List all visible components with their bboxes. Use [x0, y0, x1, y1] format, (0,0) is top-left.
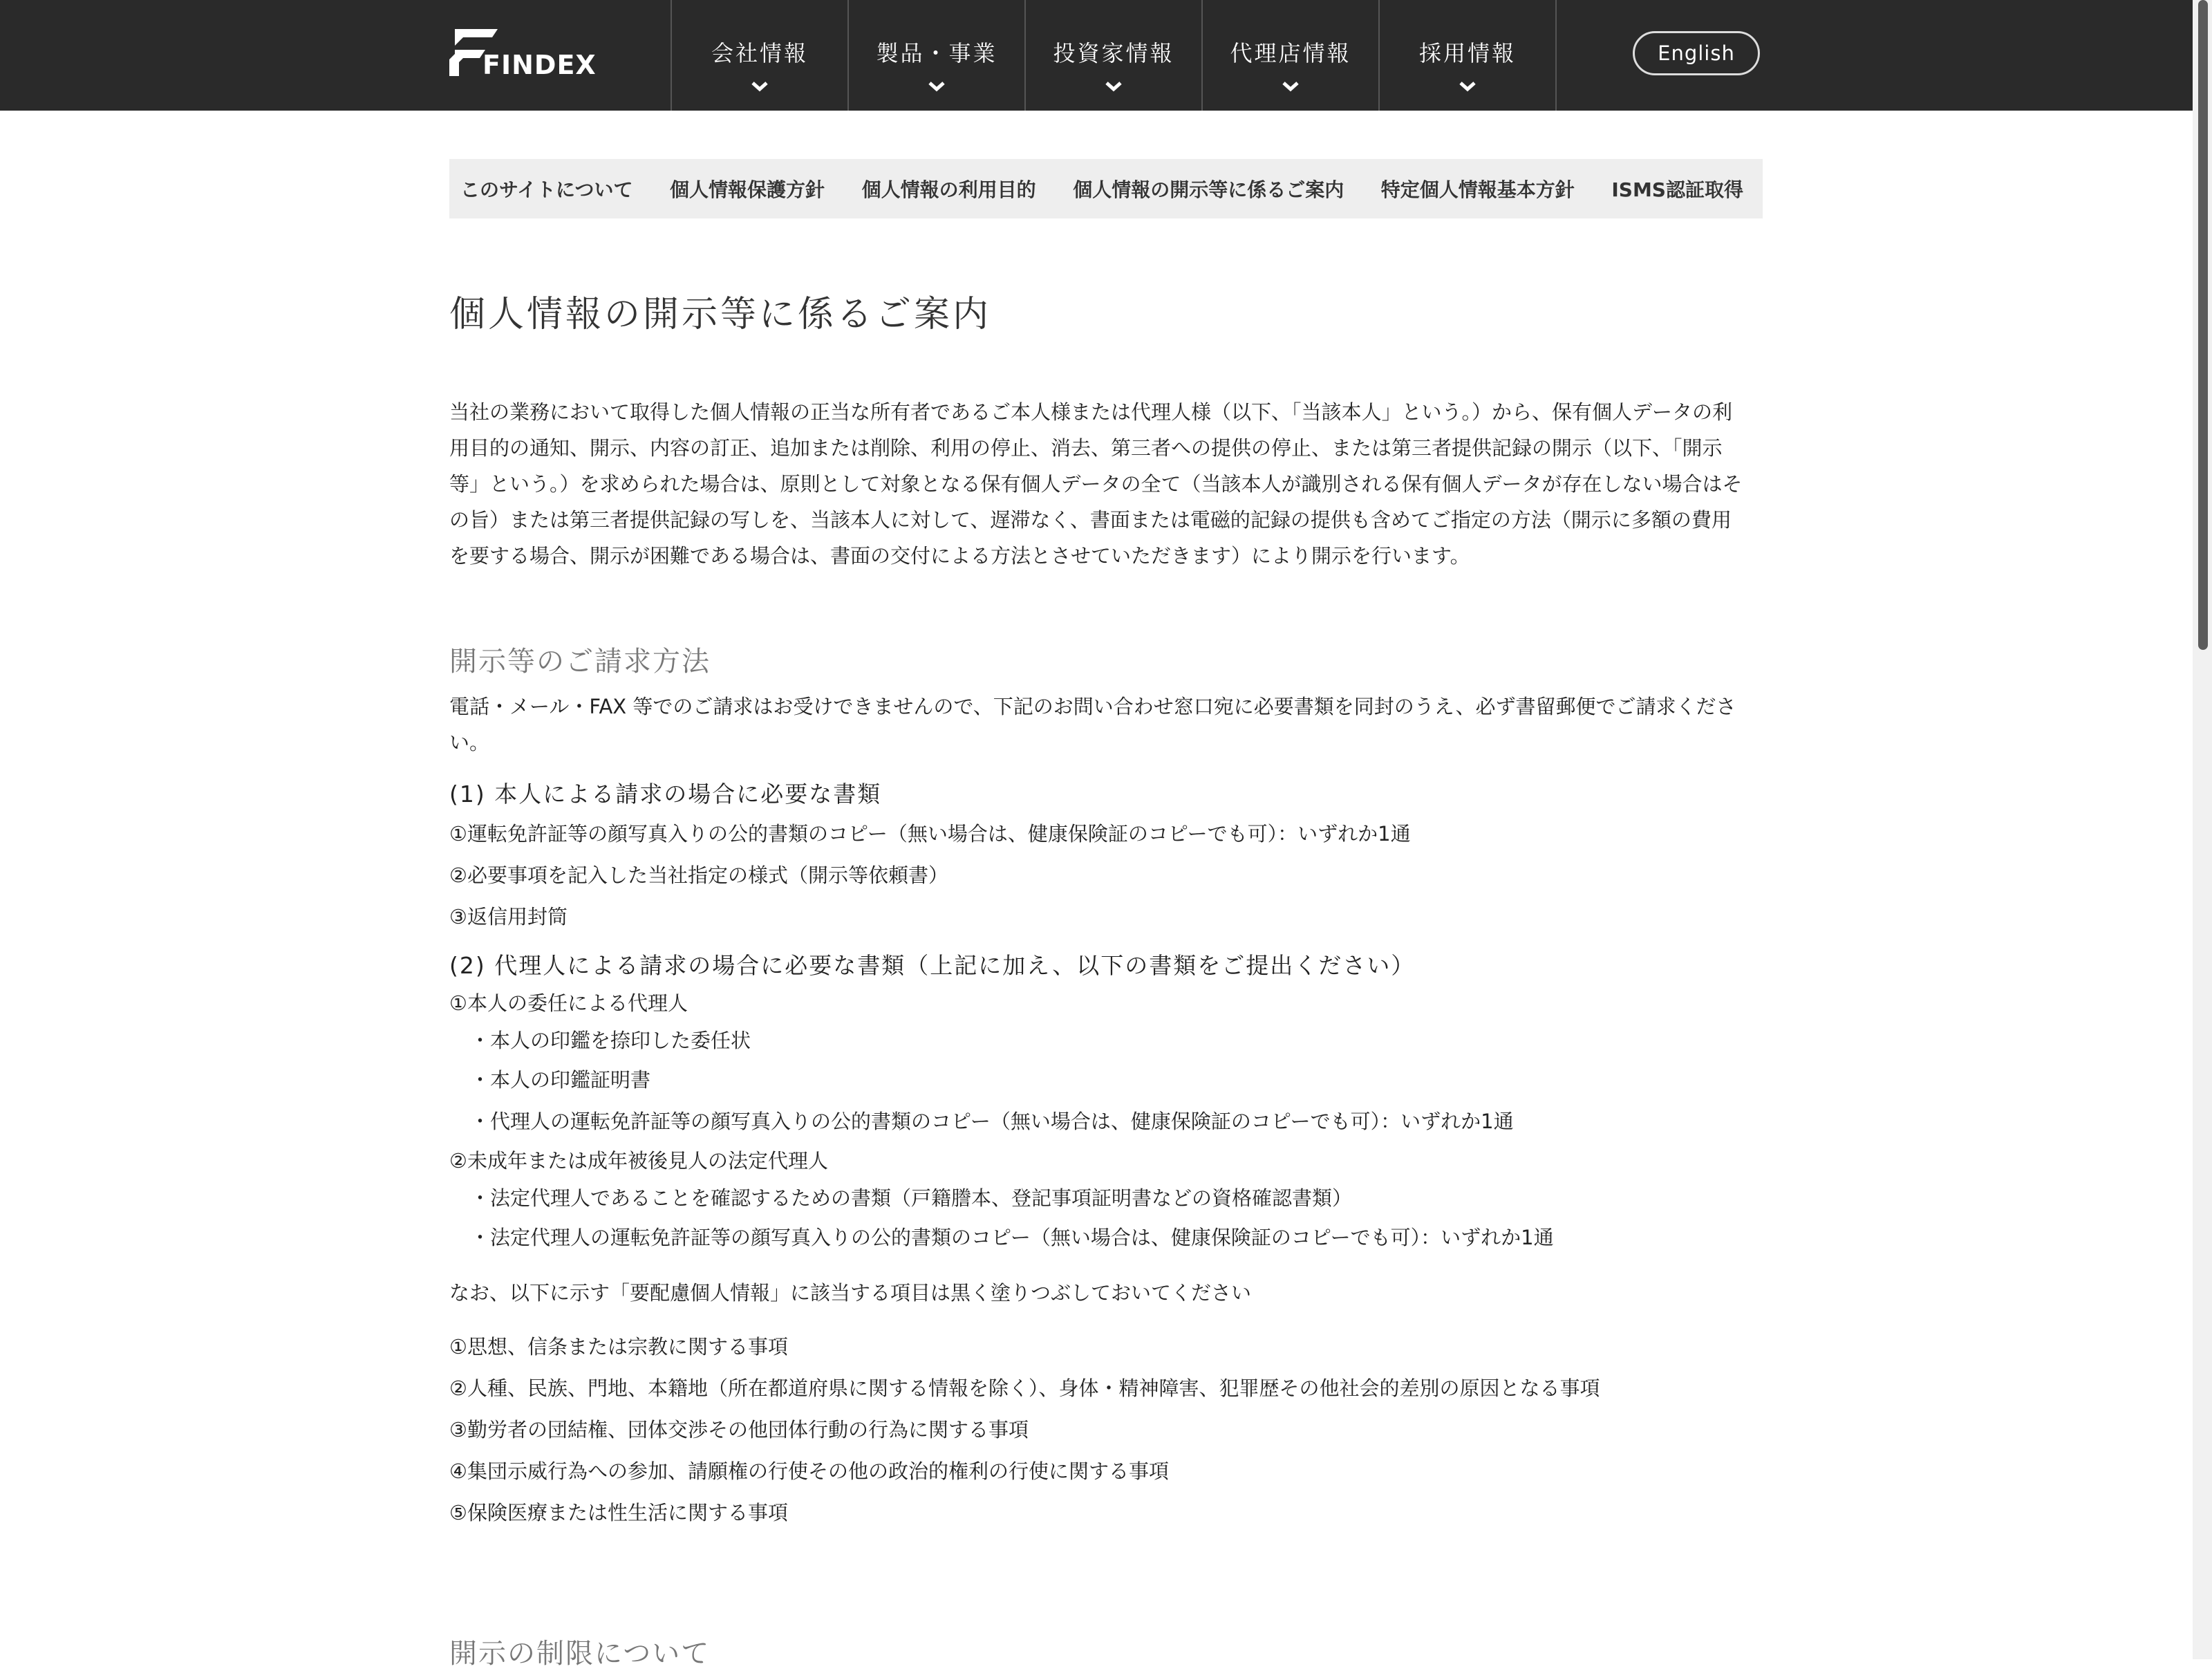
list-group-title: ①本人の委任による代理人 — [449, 991, 688, 1015]
section-heading-request-method: 開示等のご請求方法 — [449, 646, 711, 678]
subnav-item-disclosure-guide[interactable]: 個人情報の開示等に係るご案内 — [1073, 178, 1344, 201]
list-item: ・本人の印鑑証明書 — [470, 1068, 651, 1092]
nav-item-recruit[interactable] — [1380, 0, 1557, 111]
intro-paragraph: 当社の業務において取得した個人情報の正当な所有者であるご本人様または代理人様（以下、「当該本人」という。）から、保有個人データの利用目的の通知、開示、内容の訂正、追加または削除、利用の停止、消去、第三者への提供の停止、または第三者提供記録の開示（以下、「開示等」という。）を求められた場合は、原則として対象となる保有個人データの全て（当該本人が識別される保有個人データが存在しない場合はその旨）または第三者提供記録の写しを、当該本人に対して、遅滞なく、書面または電磁的記録の提供も含めてご指定の方法（開示に多額の費用を要する場合、開示が困難である場合は、書面の交付による方法とさせていただきます）により開示を行います。 — [449, 400, 1743, 568]
nav-item-company[interactable] — [672, 0, 849, 111]
sub-navigation — [449, 159, 1763, 218]
list-item: ①運転免許証等の顔写真入りの公的書類のコピー（無い場合は、健康保険証のコピーでも可）：いずれか1通 — [449, 822, 1411, 846]
subnav-item-specific-personal-info[interactable]: 特定個人情報基本方針 — [1380, 178, 1575, 201]
subnav-item-about-site[interactable]: このサイトについて — [460, 178, 633, 201]
section-heading-disclosure-limits: 開示の制限について — [449, 1638, 711, 1670]
main-content — [449, 277, 1749, 1533]
nav-label: 会社情報 — [711, 40, 808, 66]
findex-logo[interactable] — [449, 28, 597, 80]
chevron-down-icon — [928, 80, 946, 93]
request-method-text: 電話・メール・FAX 等でのご請求はお受けできませんので、下記のお問い合わせ窓口宛に必要書類を同封のうえ、必ず書留郵便でご請求ください。 — [449, 695, 1736, 754]
list-item: ②必要事項を記入した当社指定の様式（開示等依頼書） — [449, 863, 948, 887]
list-item: ・代理人の運転免許証等の顔写真入りの公的書類のコピー（無い場合は、健康保険証のコピーでも可）：いずれか1通 — [470, 1110, 1514, 1133]
list-item: ②人種、民族、門地、本籍地（所在都道府県に関する情報を除く）、身体・精神障害、犯罪歴その他社会的差別の原因となる事項 — [449, 1376, 1600, 1400]
sub-heading-agent-request: (2) 代理人による請求の場合に必要な書類（上記に加え、以下の書類をご提出ください） — [449, 952, 1416, 979]
list-item: ・法定代理人であることを確認するための書類（戸籍謄本、登記事項証明書などの資格確認書類） — [470, 1186, 1353, 1210]
site-header — [0, 0, 2212, 111]
list-item: ・法定代理人の運転免許証等の顔写真入りの公的書類のコピー（無い場合は、健康保険証のコピーでも可）：いずれか1通 — [470, 1226, 1554, 1249]
english-button[interactable]: English — [1633, 31, 1760, 75]
nav-item-agencies[interactable] — [1203, 0, 1380, 111]
nav-label: 代理店情報 — [1230, 40, 1351, 66]
list-item: ③返信用封筒 — [449, 905, 568, 928]
list-item: ①思想、信条または宗教に関する事項 — [449, 1335, 788, 1359]
sub-heading-self-request: (1) 本人による請求の場合に必要な書類 — [449, 781, 882, 808]
subnav-item-privacy-policy[interactable]: 個人情報保護方針 — [670, 178, 825, 201]
nav-label: 製品・事業 — [876, 40, 997, 66]
subnav-item-purpose-of-use[interactable]: 個人情報の利用目的 — [861, 178, 1036, 201]
chevron-down-icon — [751, 80, 769, 93]
list-item: ③勤労者の団結権、団体交渉その他団体行動の行為に関する事項 — [449, 1418, 1029, 1441]
list-item: ・本人の印鑑を捺印した委任状 — [470, 1029, 751, 1052]
chevron-down-icon — [1459, 80, 1477, 93]
subnav-item-isms[interactable]: ISMS認証取得 — [1611, 178, 1743, 201]
chevron-down-icon — [1105, 80, 1123, 93]
nav-item-investors[interactable] — [1026, 0, 1203, 111]
list-group-title: ②未成年または成年被後見人の法定代理人 — [449, 1149, 828, 1173]
nav-label: 採用情報 — [1418, 40, 1516, 66]
chevron-down-icon — [1282, 80, 1300, 93]
list-item: ④集団示威行為への参加、請願権の行使その他の政治的権利の行使に関する事項 — [449, 1459, 1169, 1483]
list-item: ⑤保険医療または性生活に関する事項 — [449, 1501, 788, 1524]
main-nav — [671, 0, 1557, 111]
sensitive-info-note: なお、以下に示す「要配慮個人情報」に該当する項目は黒く塗りつぶしておいてください — [449, 1281, 1252, 1305]
logo-text: FINDEX — [482, 50, 597, 80]
nav-label: 投資家情報 — [1053, 40, 1174, 66]
nav-item-products[interactable] — [849, 0, 1026, 111]
page-title: 個人情報の開示等に係るご案内 — [449, 294, 992, 335]
scrollbar-thumb[interactable] — [2198, 0, 2208, 650]
